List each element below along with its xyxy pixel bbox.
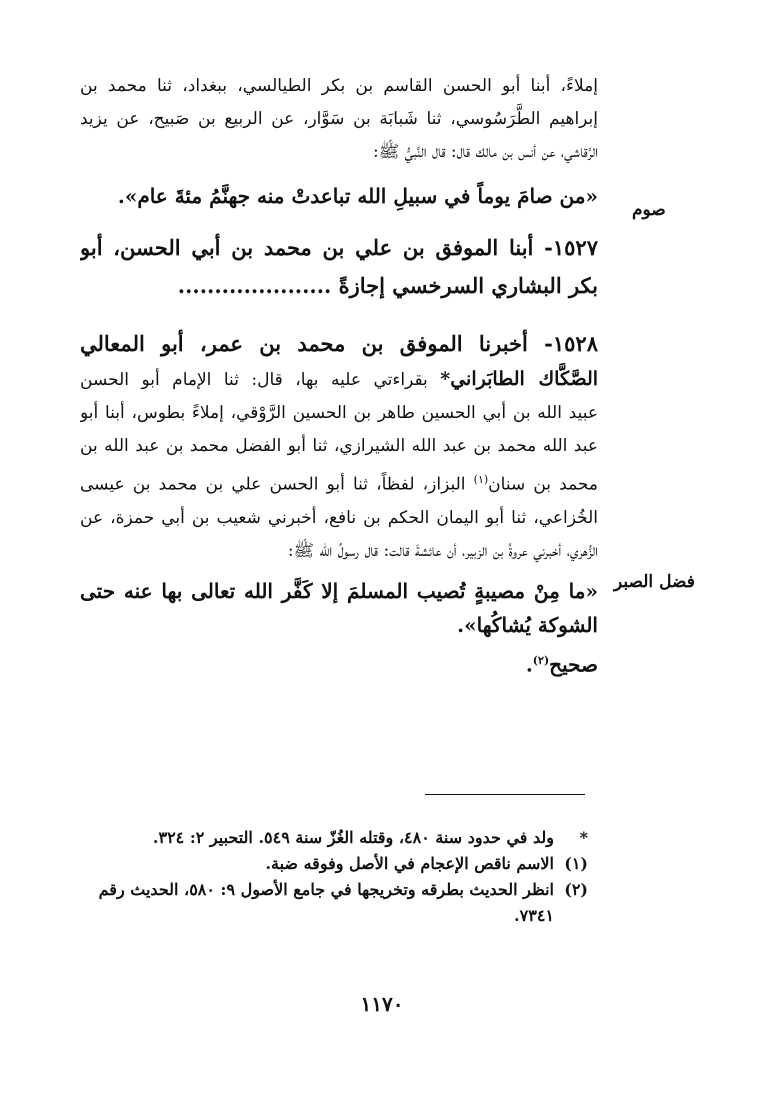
footnote-ref: (١) — [473, 473, 489, 486]
footnote-mark: * — [579, 828, 588, 847]
footnote-mark: (٢) — [564, 880, 588, 899]
entry-1527 — [80, 229, 598, 305]
text-line: عبد الله محمد بن عبد الله الشيرازي، ثنا أبو الفضل محمد بن عبد الله بن — [80, 436, 598, 456]
text-line: الرَّقاشي، عن أنس بن مالك قال: قال النَّبيُّ ﷺ: — [372, 142, 598, 162]
margin-note-patience: فضل الصبر — [614, 572, 695, 592]
hadith-quote-patience — [80, 574, 598, 642]
narrator-tail: بقراءتي عليه بها، قال: ثنا الإمام أبو الحسن — [80, 370, 441, 390]
footnote-text: ولد في حدود سنة ٤٨٠، وقتله الغُزّ سنة ٥٤٩. التحبير ٢: ٣٢٤. — [152, 828, 554, 847]
text-line: إبراهيم الطَّرَسُوسي، ثنا شَبابَة بن سَوَّار، عن الربيع بن صَبيح، عن يزيد — [80, 109, 598, 129]
grading — [80, 644, 598, 682]
footnote-item — [80, 851, 588, 877]
text-segment: البزاز، لفظاً، ثنا أبو الحسن علي بن محمد بن عيسى — [80, 474, 466, 495]
footnotes — [80, 825, 588, 929]
margin-note-fasting: صوم — [632, 200, 666, 220]
text-line: الخُزاعي، ثنا أبو اليمان الحكم بن نافع، أخبرني شعيب بن أبي حمزة، عن — [80, 507, 598, 528]
page-number: ١١٧٠ — [360, 992, 404, 1016]
text-line: إملاءً، أبنا أبو الحسن القاسم بن بكر الطيالسي، ببغداد، ثنا محمد بن — [80, 76, 598, 96]
entry-heading-line: ١٥٢٨- أخبرنا الموفق بن محمد بن عمر، أبو المعالي — [80, 331, 598, 356]
isnad-paragraph — [80, 397, 598, 568]
text-line: الزُّهري، أخبرني عروةُ بن الزبير، أن عائشةَ قالت: قال رسولُ الله ﷺ: — [287, 540, 598, 561]
grading-period: . — [525, 652, 533, 677]
footnote-ref: (٢) — [532, 653, 550, 667]
quote-line: «ما مِنْ مصيبةٍ تُصيب المسلمَ إلا كَفَّر الله تعالى بها عنه حتى — [80, 578, 598, 603]
narrator-prefix: محمد بن سنان — [488, 474, 598, 495]
grading-text: صحيح — [549, 652, 598, 677]
footnote-item — [80, 877, 588, 929]
footnote-mark: (١) — [564, 854, 588, 873]
text-line: عبيد الله بن أبي الحسين طاهر بن الحسين الرَّوْقي، إملاءً بطوس، أبنا أبو — [80, 403, 598, 423]
footnote-text: الاسم ناقص الإعجام في الأصل وفوقه ضبة. — [265, 854, 554, 873]
main-text — [80, 70, 598, 681]
intro-paragraph — [80, 70, 598, 169]
quote-line: الشوكة يُشاكُها». — [457, 612, 598, 637]
footnote-separator — [425, 794, 585, 795]
footnote-text: انظر الحديث بطرقه وتخريجها في جامع الأصول ٩: ٥٨٠، الحديث رقم ٧٣٤١. — [98, 880, 554, 925]
entry-heading-line: ١٥٢٧- أبنا الموفق بن علي بن محمد بن أبي الحسن، أبو — [80, 235, 598, 260]
quote-line: «من صامَ يوماً في سبيلِ الله تباعدتْ منه جهنَّمُ مئةَ عام». — [117, 184, 598, 208]
entry-heading-line — [80, 363, 598, 397]
footnote-item — [80, 825, 588, 851]
entry-1528 — [80, 325, 598, 568]
hadith-quote-fasting — [80, 179, 598, 213]
text-line — [80, 463, 598, 502]
narrator-name: الصَّكَّاك الطابَراني* — [440, 368, 598, 390]
entry-heading-line: بكر البشاري السرخسي إجازةً ..................... — [177, 273, 598, 298]
